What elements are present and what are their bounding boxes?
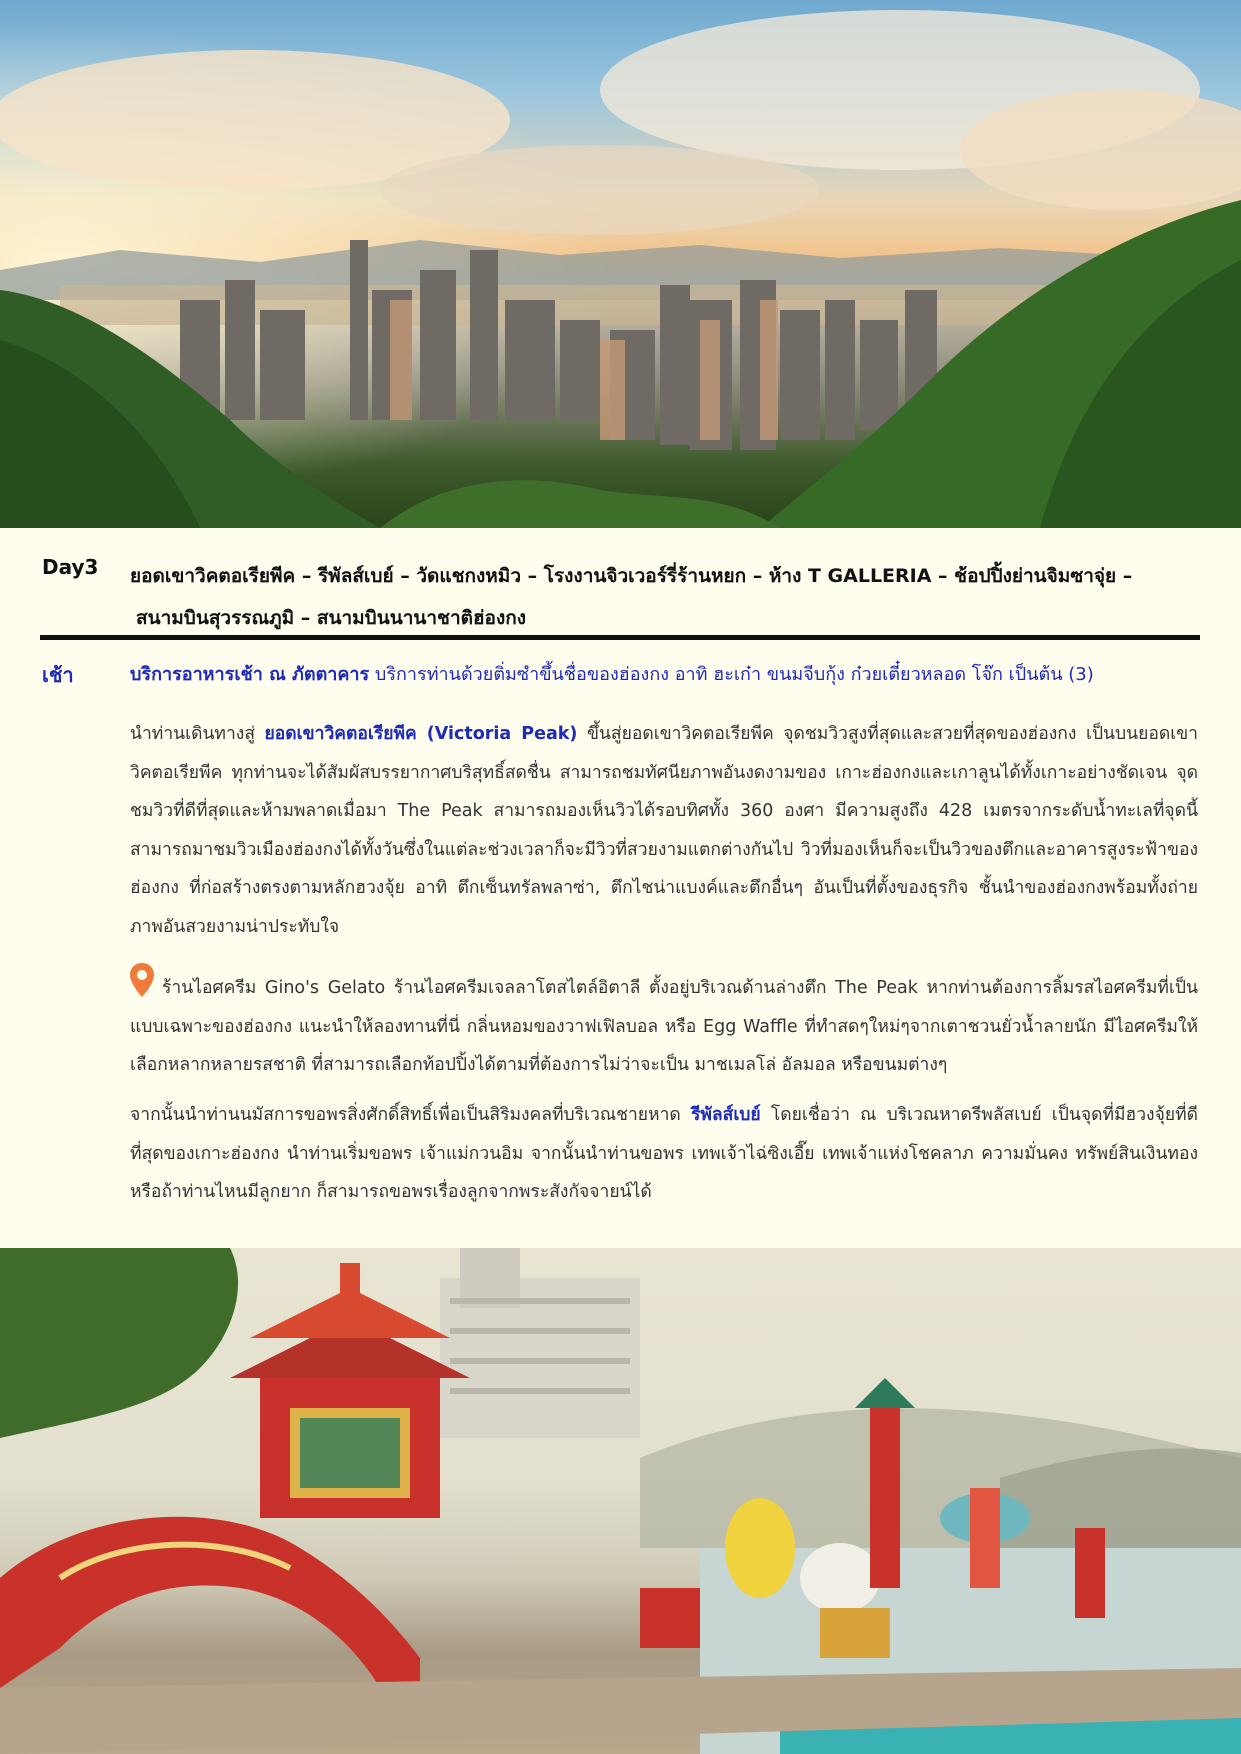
p3-prefix: จากนั้นนำท่านนมัสการขอพรสิ่งศักดิ์สิทธิ์เพื่อเป็นสิริมงคลที่บริเวณชายหาด bbox=[130, 1105, 691, 1125]
header-divider bbox=[40, 635, 1200, 640]
gelato-paragraph bbox=[130, 963, 1198, 1085]
p2-body: ร้านไอศครีม Gino's Gelato ร้านไอศครีมเจลลาโตสไตล์อิตาลี ตั้งอยู่บริเวณด้านล่างตึก The Peak หากท่านต้องการลิ้มรสไอศครีมที่เป็นแบบเฉพาะของฮ่องกง แนะนำให้ลองทานที่นี่ กลิ่นหอมของวาฟเฟิลบอล หรือ Egg Waffle ที่ทำสดๆใหม่ๆจากเตาชวนยั่วน้ำลายนัก มีไอศครีมให้เลือกหลากหลายรสชาติ ที่สามารถเลือกท้อปปิ้งได้ตามที่ต้องการไม่ว่าจะเป็น มาชเมลโล่ อัลมอล หรือขนมต่างๆ bbox=[130, 978, 1198, 1075]
breakfast-description: บริการท่านด้วยติ่มซำขึ้นชื่อของฮ่องกง อาทิ ฮะเก๋า ขนมจีบกุ้ง ก๋วยเตี๋ยวหลอด โจ๊ก เป็นต้น (3) bbox=[369, 664, 1094, 685]
day-title bbox=[130, 555, 1200, 639]
victoria-peak-photo bbox=[0, 0, 1241, 528]
breakfast-title: บริการอาหารเช้า ณ ภัตตาคาร bbox=[130, 664, 370, 685]
p1-prefix: นำท่านเดินทางสู่ bbox=[130, 724, 265, 744]
victoria-peak-link: ยอดเขาวิคตอเรียพีค (Victoria Peak) bbox=[264, 724, 578, 744]
day-title-line-2: สนามบินสุวรรณภูมิ – สนามบินนานาชาติฮ่องกง bbox=[136, 607, 527, 629]
victoria-peak-paragraph bbox=[130, 715, 1198, 946]
location-pin-icon bbox=[130, 963, 154, 997]
breakfast-line bbox=[130, 659, 1200, 688]
repulse-bay-link: รีพัลส์เบย์ bbox=[690, 1105, 761, 1125]
day-label: Day3 bbox=[42, 555, 99, 579]
p3-body: โดยเชื่อว่า ณ บริเวณหาดรีพลัสเบย์ เป็นจุดที่มีฮวงจุ้ยที่ดีที่สุดของเกาะฮ่องกง นำท่านเริ่มขอพร เจ้าแม่กวนอิม จากนั้นนำท่านขอพร เทพเจ้าไฉ่ซิงเอี๊ย เทพเจ้าแห่งโชคลาภ ความมั่นคง ทรัพย์สินเงินทอง หรือถ้าท่านไหนมีลูกยาก ก็สามารถขอพรเรื่องลูกจากพระสังกัจจายน์ได้ bbox=[130, 1105, 1198, 1202]
p1-body: ขึ้นสู่ยอดเขาวิคตอเรียพีค จุดชมวิวสูงที่สุดและสวยที่สุดของฮ่องกง เป็นบนยอดเขาวิคตอเรียพีค ทุกท่านจะได้สัมผัสบรรยากาศบริสุทธิ์สดชื่น สามารถชมทัศนียภาพอันงดงามของ เกาะฮ่องกงและเกาลูนได้ทั้งเกาะอย่างชัดเจน จุดชมวิวที่ดีที่สุดและห้ามพลาดเมื่อมา The Peak สามารถมองเห็นวิวได้รอบทิศทั้ง 360 องศา มีความสูงถึง 428 เมตรจากระดับน้ำทะเลที่จุดนี้สามารถมาชมวิวเมืองฮ่องกงได้ทั้งวันซึ่งในแต่ละช่วงเวลาก็จะมีวิวที่สวยงามแตกต่างกันไป วิวที่มองเห็นก็จะเป็นวิวของตึกและอาคารสูงระฟ้าของฮ่องกง ที่ก่อสร้างตรงตามหลักฮวงจุ้ย อาทิ ตึกเซ็นทรัลพลาซ่า, ตึกไชน่าแบงค์และตึกอื่นๆ อันเป็นที่ตั้งของธุรกิจ ชั้นนำของฮ่องกงพร้อมทั้งถ่ายภาพอันสวยงามน่าประทับใจ bbox=[130, 724, 1198, 937]
repulse-bay-paragraph bbox=[130, 1096, 1198, 1212]
day-title-line-1: ยอดเขาวิคตอเรียพีค – รีพัลส์เบย์ – วัดแชกงหมิว – โรงงานจิวเวอร์รี่ร้านหยก – ห้าง T GALLERIA – ช้อปปิ้งย่านจิมซาจุ่ย – bbox=[130, 565, 1133, 587]
meal-time-label: เช้า bbox=[42, 663, 74, 687]
repulse-bay-temple-photo bbox=[0, 1248, 1241, 1754]
